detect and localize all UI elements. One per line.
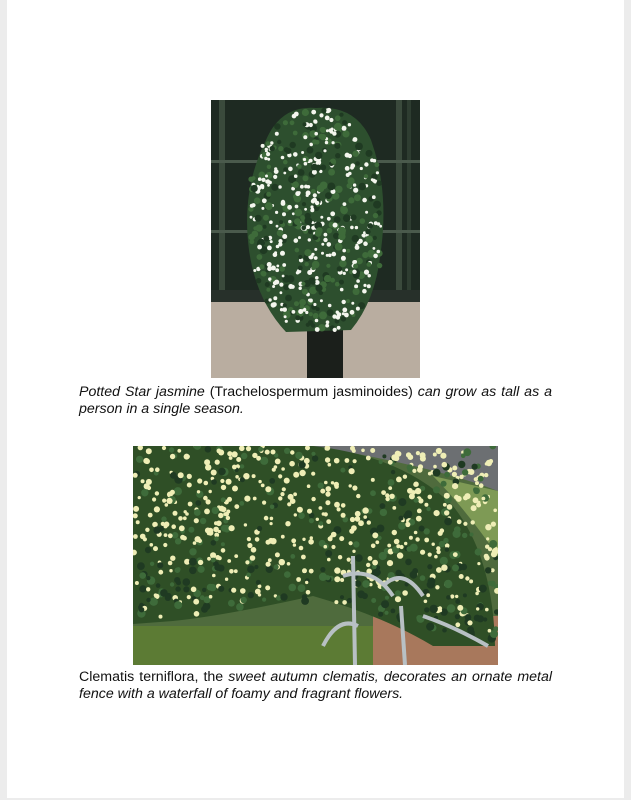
clematis-caption	[79, 669, 552, 703]
caption-italic-part: sweet autumn clematis,	[228, 669, 379, 685]
caption-italic-part: can grow as tall as a person in a single season.	[79, 384, 552, 417]
star-jasmine-photo	[211, 100, 420, 378]
document-page	[7, 0, 624, 798]
caption-italic-part: Potted Star jasmine	[79, 384, 205, 400]
star-jasmine-caption	[79, 384, 552, 418]
caption-latin-name: (Trachelospermum jasminoides)	[204, 384, 418, 400]
caption-italic-part: decorates an ornate metal fence with a waterfall of foamy and fragrant flowers.	[79, 669, 553, 702]
clematis-fence-photo	[133, 446, 498, 665]
caption-latin-name: Clematis terniflora, the	[79, 669, 229, 685]
